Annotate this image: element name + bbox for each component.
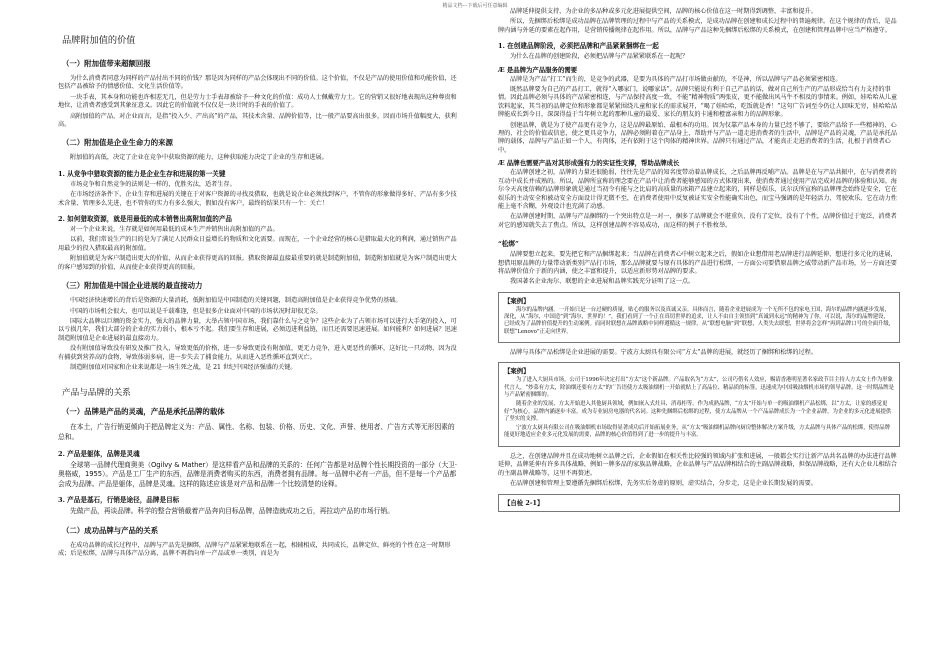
paragraph: 既然品牌要为自己的产品打工，就得“入哪家门，说哪家话”。品牌只能说有利于自己产品的话，做对自己所生产的产品形成恰当有力支持的事情。因此品牌必须与具体的产品紧密相连，与产品保持高度一致，不能“精神物质”两张皮，更不能做出风马牛不相及的事情来。例如，娃哈哈从儿童饮料起家，其当初的品牌定位和形象都是紧紧围绕儿童和家长的需求展开，“喝了娃哈哈，吃饭就是香！”这句广告词至今仍让人回味无穷，娃哈哈品牌能成长到今日，深深得益于当年树立起的那种儿童的最爱、家长的朋友的卡通和橙富亲和力的品牌形象。 xyxy=(498,86,898,119)
section-heading: （一）附加值带来超额回报 xyxy=(62,59,151,68)
paragraph: 我国著名企业海尔、联想的企业进展和品牌实践充分证明了这一点。 xyxy=(510,278,695,286)
paragraph: 以前，我们常说生产的目的是为了满足人民群众日益增长的物质和文化需要。而现在，一个企业经营的核心是猎取最大化的利润，通过销售产品用最少的投入猎取最高的附加值。 xyxy=(58,236,457,252)
part-title: 产品与品牌的关系 xyxy=(62,388,131,399)
self-check-box xyxy=(498,494,900,512)
paragraph: 在品牌创建和管理上要遵循先捆绑后松绑，先务实后务虚的原则，虚实结合，分步走，这是企业长期发展的需要。 xyxy=(510,479,817,487)
paragraph: 市场竞争和自然竞争的法则是一样的，优胜劣汰，适者生存。 xyxy=(70,180,236,188)
paragraph: 中国经济快速增长的背后是资源的大量消耗，低附加值是中国制造的关键问题，制造高附加值是企业获得竞争优势的基础。 xyxy=(70,297,402,305)
paragraph: 一块手表，其本身和功能也许相差无几，但是劳力士手表却被给予一种文化的价值：成功人士佩戴劳力士。它的营销又很好地表现出这种尊贵和地位，让消费者感受到其象征意义。因此它的价值就不仅仅是一块计时的手表的价值了。 xyxy=(58,93,457,110)
case-text: 海尔的品牌内涵。一开始只是一台过硬的质量，贴心的服务以及真诚又亲。具体而言，随着企业进展成为一个无所不包的家电王国，海尔的品牌内涵逐步发展，深化，从“海尔，中国造”到“海尔，世界的！”，我们看到了一个正在真切世界的追求，让人不由自主领悟到“真诚到永远”的精神为了你。可以说，海尔的品牌建设，已经成为了品牌价值提升的生动案例。而同时联想在品牌战略中同样遵循这一规律，从“联想电脑”到“联想，人类失去联想，世界将会怎样”再到品牌口号的全面升级，联想“Lenovo”正走向世界。 xyxy=(504,306,895,335)
section-heading: （二）附加值是企业生命力的来源 xyxy=(62,138,173,148)
paragraph: 附加值就是为客户制造出更大的价值，从而企业获得更高的回报。猎取资源最直接最重要的就是制造附加值，制造附加值就是为客户制造出更大的客户感知到的价值，从而使企业获得更高的回报。 xyxy=(58,255,457,271)
point-heading: Æ 品牌也需要产品对其形成强有力的实证性支撑，帮助品牌成长 xyxy=(498,159,680,168)
paragraph: 没有附加值导致没有研发及推广投入，导致更低的价格，进一步导致更没有附加值，更无力竞争，进入更恶性的循环，这好比一只动物，因为没有捕获到营养高的食物，导致体弱多病，进一步失去了捕食能力，从而进入恶性循环直到灭亡。 xyxy=(58,345,457,361)
paragraph: 在品牌创建之初，品牌的力量还很脆弱，往往先是产品的知名度带动着品牌成长，之后品牌再反哺产品。品牌是在与产品共振中，在与消费者的互动中成长并成熟的。所以，品牌所宣称的理念要在产品中让消费者能够感知的方式体现出来，使消费者通过使用产品完成对品牌的体验和认知。海尔今天高度信赖的品牌形象就是通过当初令有能与之比肩的高质量的冰箱产品建立起来的，同样是娱乐，沃尔沃所宣称的品牌理念始终是安全，它在娱乐的主动安全和被动安全方面设计得无微不至，在消费者使用中反复被证实安全性能确实出色，而宝马强调的是年轻活力、驾驶欢乐，它在动力性能上毫不含糊，外观设计也充满了动感。 xyxy=(498,169,897,210)
paragraph: 为什么在品牌的创建阶段，必须把品牌与产品紧紧联系在一起呢？ xyxy=(510,53,688,61)
right-column xyxy=(498,8,900,518)
paragraph: 在本土，广告行销更倾向于把品牌定义为：产品、属性、名称、包装、价格、历史、文化、声誉、使用者、广告方式等无形因素的总和。 xyxy=(58,423,455,441)
paragraph: 总之，在创建品牌并且在成功地树立品牌之后，企业假如在相关性比较强的领域内扩张和进展，一般都会实行让新产品共名品牌的办法进行品牌延伸，品牌延伸有许多具体战略，例如一牌多品的家族品牌战略，企业品牌与产品品牌相结合的主副品牌战略，担保品牌战略，还有大企业儿相结合的主副品牌战略等，这里不再赘述。 xyxy=(498,452,897,477)
subsection-heading: 1. 在创建品牌阶段，必须把品牌和产品紧紧捆绑在一起 xyxy=(498,42,659,51)
paragraph: 品牌要想立起来，要先把它和产品捆绑起来；当品牌在消费者心中树立起来之后，假如企业想借用老品牌进行品牌延伸，想进行多元化的进展，想借用原品牌的力量带动新类别产品打市场，那么品牌就要与原有具体的产品进行松绑，一方面公司要借原品牌之威带动新产品市场，另一方面还要将品牌价值介于新的内涵，使之丰富和提升，以适应新形势对品牌的要求。 xyxy=(498,251,897,275)
case-box xyxy=(498,292,900,343)
paragraph: 对一个企业来说，生存就是如何用最低的成本生产并销售出高附加值的产品。 xyxy=(70,226,279,234)
article-title: 品牌附加值的价值 xyxy=(62,35,136,46)
paragraph: 品牌与具体产品松绑是企业进展的需要。宁波方太厨具有限公司“方太”品牌的进展，就经历了捆绑和松绑的过程。 xyxy=(510,348,817,356)
subsection-heading: “松绑” xyxy=(498,240,519,249)
subsection-heading: 3. 产品是基石，行销是途径，品牌是目标 xyxy=(58,496,180,505)
subsection-heading: 1. 从竞争中猎取资源的能力是企业生存和进展的第一关键 xyxy=(58,169,226,178)
section-heading: （一）品牌是产品的灵魂，产品是承托品牌的载体 xyxy=(62,407,225,417)
paragraph: 在品牌创建时期，品牌与产品捆绑的一个突出特点是一对一，捆多了品牌就会不堪重负，没有了定位，没有了个性，品牌价值过于宽泛，消费者对它的感知就失去了焦点。所以，这样创建品牌不容易成功，而这样的例子不胜枚举。 xyxy=(498,213,897,229)
case-text: 随着企业的发展，方太开始进入其他厨具领域，例如嵌入式灶具、消毒柜等。作为成熟品牌，“方太”开始与单一的吸油烟机产品松绑，以“方太，让家的感觉更好”为核心，品牌内涵逐步丰富，成为专业厨房电器的代名词。这种先捆绑后松绑的过程，使方太品牌从一个产品品牌成长为一个企业品牌，为企业的多元化进展提供了坚实的支撑。 xyxy=(504,401,892,422)
case-text: 宁波方太厨具有限公司在吸油烟机市场取得显著成功后开始拓展业务，从“方太”吸油烟机品牌向厨房整体解决方案升级，方太品牌与具体产品的松绑，使得品牌能更好地适应企业多元化发展的需要，品牌的核心价值得到了进一步的提升与丰富。 xyxy=(504,425,890,439)
paragraph: 创建品牌，就是为了使产品更有竞争力，这是品牌最原始、最根本的功用。因为仅靠产品本身的力量已经不够了，要给产品给予一些精神的、心理的、社会的价值或信息，使之更具竞争力，品牌必须附着在产品身上，帮助并与产品一道走进消费者的生活中，品牌是产品的灵魂，产品是承托品牌的载体，品牌与产品正如一个人，有肉体，还有依附于这个肉体的精神世界。品牌只有通过产品，才能真正走进消费者的生活，扎根于消费者心中。 xyxy=(498,121,897,154)
paragraph: 品牌是为产品“打工”而生的，是竞争的武器，是要为具体的产品打市场做贡献的，不是神，所以品牌与产品必须紧密相连。 xyxy=(510,75,842,83)
paragraph: 所以，先捆绑后松绑是成功品牌在品牌管理的过程中与产品的关系模式，是成功品牌在创建和成长过程中的普遍规律。在这个规律的背后，是品牌内涵与外延的要素在起作用，是营销传播规律在起作用。所以，品牌与产品这种先捆绑后松绑的关系模式，在创建和管理品牌中应当严格遵守。 xyxy=(498,18,897,34)
paragraph: 品牌延伸提供支持，为企业的多品种或多元化进展提供空间，品牌的核心价值在这一时期得到调整、丰富和提升。 xyxy=(510,8,817,15)
paragraph: 在成功品牌的成长过程中，品牌与产品先是捆绑，品牌与产品紧紧地联系在一起，相辅相成，共同成长，品牌定位、鲜亮的个性在这一时期形成；后是松绑，品牌与具体产品分离，品牌不再指向单一产品或单一类别，而是为 xyxy=(58,541,451,558)
paragraph: 中国的市场机会很大，也可以说是千载难逢，但是很多企业面对中国的市场状况时却很无奈。 xyxy=(70,307,322,315)
paragraph: 为什么消费者同意为同样的产品付出不同的价钱？那是因为同样的产品会体现出不同的价值。这个价值，不仅是产品的使用价值和功能价值，还包括产品被给予的情感价值、文化生活价值等。 xyxy=(58,75,457,91)
left-column xyxy=(58,8,460,561)
case-text: 为了进入大厨具市场，公司于1996年决定打出“方太”这个新品牌。产品取名为“方太”，公司巧借名人效应，赐请香港明星著名家政节目主持人方太女士作为形象代言人，“炒菜有方太，除油烟还要有方太”的广告语使方太吸油烟机一开始就贴上了高品位、精品质的标签，迅速成为中国吸油烟机市场的领导品牌。这一时期品牌是与产品紧密捆绑的。 xyxy=(504,377,894,398)
section-heading: （二）成功品牌与产品的关系 xyxy=(62,525,159,535)
section-heading: （三）附加值是中国企业进展的最直接动力 xyxy=(62,281,203,291)
case-box xyxy=(498,362,900,446)
paragraph: 附加值的高低，决定了企业在竞争中获取资源的能力，这种获取能力决定了企业的生存和进展。 xyxy=(70,154,328,162)
paragraph: 先做产品，再谈品牌。科学的整合营销截着产品奔向目标品牌，品牌造就成功之后，再拉动产品的市场行销。 xyxy=(70,507,394,516)
case-label: 【案例】 xyxy=(504,367,530,376)
subsection-heading: 2. 如何猎取资源，就是用最低的成本销售出高附加值的产品 xyxy=(58,215,233,224)
subsection-heading: 2. 产品是躯体，品牌是灵魂 xyxy=(58,449,140,458)
point-heading: Æ 是品牌为产品服务的需要 xyxy=(498,65,578,74)
paragraph: 在市场经济条件下，企业生存和进展的关键在于对客户资源的寻找及猎取，也就是说企业必须找到客户，不管你的形象做得多好、产品有多少技术含量、管理多么先进，也不管你的实力有多么强大，假如没有客户，最终的结果只有一个：关亡！ xyxy=(58,191,457,207)
paragraph: 高附加值的产品，对企业而言，是指“投入少、产出高”的产品，其技术含量、品牌价值等，比一般产品要高出很多，因而市场升值幅度大，获利高。 xyxy=(58,112,457,129)
case-label: 【案例】 xyxy=(504,296,530,305)
page-header: 精品文档---下载后可任意编辑 xyxy=(442,3,508,9)
self-check-label: 【自检 2-1】 xyxy=(504,499,544,508)
paragraph: 全球第一品牌代理商奥美（Ogilvy & Mather）是这样看产品和品牌的关系的：任何广告都是对品牌个性长期投资的一部分（大卫·奥格威，1955）。产品是工厂生产的东西，品牌是消费者购买的东西，消费者拥有品牌。每一品牌中必有一产品，但不是每一个产品都会成为品牌。产品是躯体，品牌是灵魂。这样的陈述应该是对产品和品牌一个比较清楚的诠释。 xyxy=(58,460,458,488)
paragraph: 制造附加值对国家和企业来说都是一场生死之战，是 21 世纪中国经济强盛的关键。 xyxy=(70,363,297,371)
paragraph: 国际大品牌以巨额的资金实力，强大的品牌力量，大举占领中国市场，我们靠什么与之竞争？这些企业为了占领市场可以进行大手笔的投入，可以亏损几年，我们大部分的企业的实力弱小，根本亏不起。我们要生存和进展，必须迈进利益链，而且还需要迅速进展。如何能利？如何进展？迅速制造附加值是企业进展的最直接动力。 xyxy=(58,317,457,342)
